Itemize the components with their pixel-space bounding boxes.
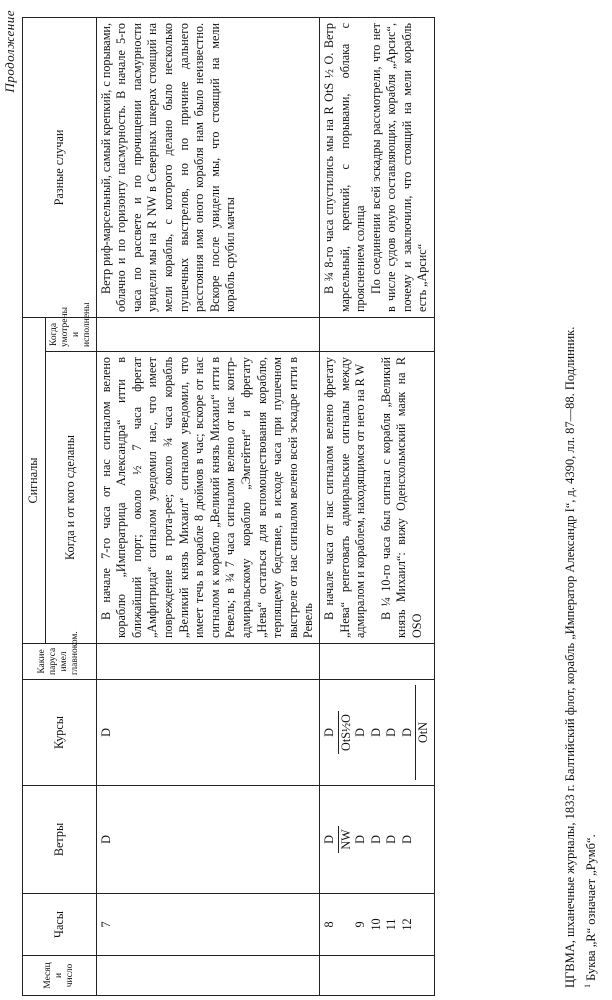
- continuation-label: Продолжение: [2, 10, 17, 93]
- header-month-day: Месяц и число: [23, 956, 97, 996]
- cell-hours: 7: [96, 894, 319, 956]
- header-signals-when: Когда и от кого сделаны: [45, 352, 96, 644]
- header-various: Разные случаи: [23, 18, 97, 318]
- cell-signals-repeated: [96, 318, 319, 352]
- cell-various: В ¾ 8-го часа спустились мы на R OtS ½ O. Ветр марсельный, крепкий, с порывами, облака с прояснением солнца По соединении всей эскадры рассмотрели, что нет в числе судов оную составляющих, корабля „Арсис“, почему и заключили, что стоящий на мели корабль есть „Арсис“: [319, 18, 434, 318]
- header-winds: Ветры: [23, 786, 97, 894]
- header-courses: Курсы: [23, 680, 97, 786]
- course-fraction: D OtS½O: [322, 711, 354, 754]
- cell-various: Ветр риф-марсельный, самый крепкий, с порывами, облачно и по горизонту пасмурность. В начале 5-го часа по рассвете и по прочищении пасмурности увидели мы на R NW в Северных шкерах стоящий на мели корабль, с которого делано было несколько пушечных выстрелов, но по причине дальнего расстояния имя оного корабля нам было неизвестно. Вскоре после увидели мы, что стоящий на мели корабль срубил мачты: [96, 18, 319, 318]
- wind-fraction: D NW: [322, 826, 354, 852]
- header-hours: Часы: [23, 894, 97, 956]
- footnote-mark: 1: [583, 984, 592, 988]
- cell-month-day: [96, 956, 319, 996]
- table-row: [319, 18, 434, 996]
- cell-courses: D OtS½O D D D D OtN: [319, 680, 434, 786]
- cell-winds: D NW D D D D: [319, 786, 434, 894]
- header-signals-repeated: Когда умотрены и исполнены: [45, 318, 96, 352]
- table-row: [96, 18, 319, 996]
- cell-signals: В начале 7-го часа от нас сигналом велено кораблю „Императрица Александра“ итти в ближайший порт; около ½ 7 часа фрегат „Амфитрида“ сигналом уведомил нас, что имеет повреждение в грота-рее; около ¾ часа корабль „Великий князь Михаил“ сигналом уведомил, что имеет течь в корабле 8 дюймов в час; вскоре от нас сигналом к кораблю „Великий князь Михаил“ итти в Ревель; в ¾ 7 часа сигналом велено от нас контр-адмиральскому кораблю „Эмгейтен“ и фрегату „Нева“ остаться для вспомоществования кораблю, терпящему бедствие, в исходе часа при пушечном выстреле от нас сигналом велено всей эскадре итти в Ревель: [96, 352, 319, 644]
- header-row-1: [23, 18, 46, 996]
- cell-sails: [319, 644, 434, 680]
- footnote: [583, 834, 599, 988]
- cell-sails: [96, 644, 319, 680]
- source-note: ЦГВМА, шханечные журналы, 1833 г. Балтийский флот, корабль „Император Александр I“, д. 4390, лл. 87—88. Подлинник.: [563, 326, 577, 988]
- cell-hours: 8 9 10 11 12: [319, 894, 434, 956]
- cell-winds: D: [96, 786, 319, 894]
- logbook-table: [22, 17, 435, 996]
- cell-month-day: [319, 956, 434, 996]
- footnote-text: Буква „R“ означает „Румб“.: [584, 834, 599, 981]
- cell-courses: D: [96, 680, 319, 786]
- header-sails: Какие паруса имел главноком.: [23, 644, 97, 680]
- header-signals: Сигналы: [23, 318, 46, 644]
- cell-signals-repeated: [319, 318, 434, 352]
- cell-signals: В начале часа от нас сигналом велено фрегату „Нева“ репетовать адмиральские сигналы между адмиралом и кораблем, находящимся от него на R W В ¼ 10-го часа был сигнал с корабля „Великий князь Михаил“: вижу Оденсхольмский маяк на R OSO: [319, 352, 434, 644]
